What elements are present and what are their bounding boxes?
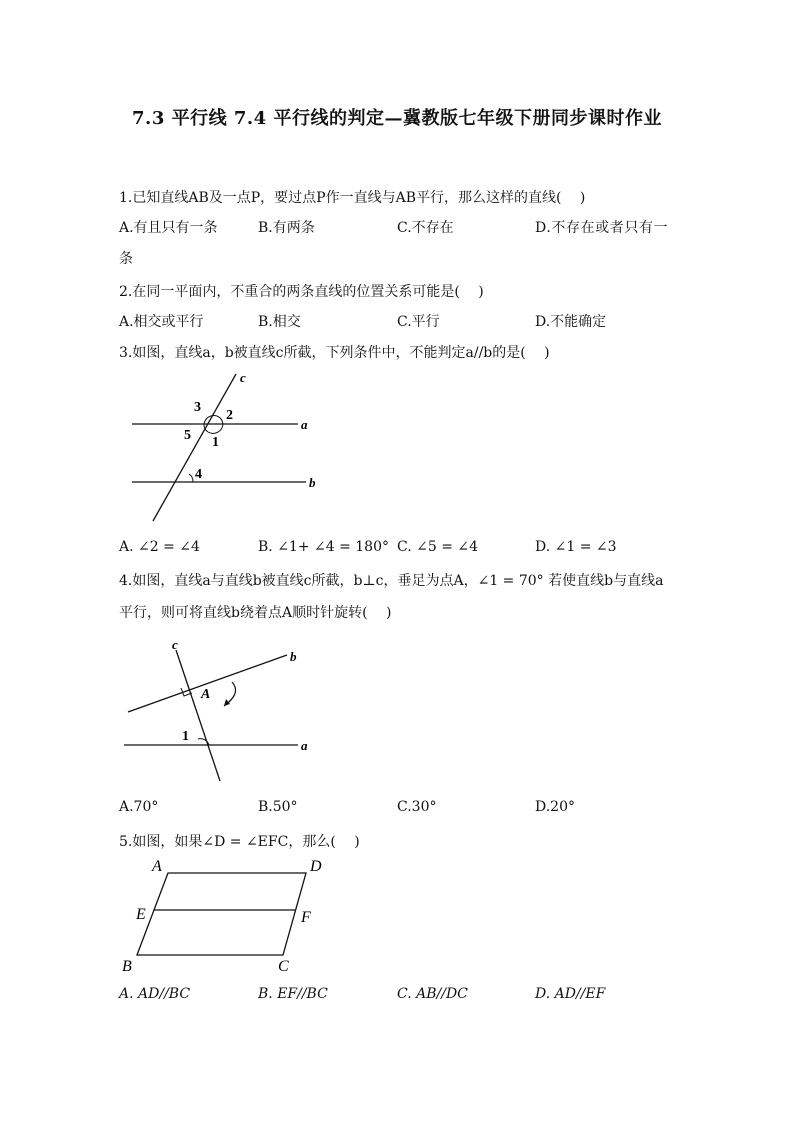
q4-figure (120, 636, 330, 786)
q5-parallelogram (137, 873, 306, 955)
question-4-stem-line-2: 平行，则可将直线b绕着点A顺时针旋转( ) (119, 605, 392, 621)
question-3-stem: 3.如图，直线a，b被直线c所截，下列条件中，不能判定a//b的是( ) (119, 345, 550, 361)
q3-line-c (153, 374, 236, 521)
q4-label-b: b (290, 649, 297, 664)
q4-option-c: C.30° (397, 799, 437, 815)
q5-option-b: B. EF//BC (258, 986, 328, 1002)
q5-label-e: E (136, 906, 146, 923)
q3-angle-1-arc (208, 424, 223, 433)
q1-option-a: A.有且只有一条 (119, 220, 218, 236)
q3-label-3: 3 (194, 400, 201, 415)
q1-option-b: B.有两条 (258, 220, 315, 236)
question-4-stem-line-1: 4.如图，直线a与直线b被直线c所截，b⊥c，垂足为点A，∠1 = 70° 若使直线b与直线a (119, 573, 664, 589)
q5-option-c: C. AB//DC (397, 986, 468, 1002)
q2-option-a: A.相交或平行 (119, 314, 204, 330)
q5-label-c: C (278, 958, 289, 975)
q2-option-b: B.相交 (258, 314, 301, 330)
q1-option-c: C.不存在 (397, 220, 454, 236)
q3-label-4: 4 (195, 467, 202, 482)
q5-label-f: F (301, 909, 311, 926)
question-5-stem: 5.如图，如果∠D = ∠EFC，那么( ) (119, 834, 360, 850)
q2-option-d: D.不能确定 (535, 314, 607, 330)
q3-option-d: D. ∠1 = ∠3 (535, 539, 617, 555)
q2-option-c: C.平行 (397, 314, 440, 330)
q3-label-b: b (309, 475, 316, 490)
q3-label-c: c (240, 370, 246, 385)
q3-label-1: 1 (212, 435, 219, 450)
q4-label-c: c (172, 637, 178, 652)
q3-option-b: B. ∠1+ ∠4 = 180° (258, 539, 389, 555)
q4-label-point-a: A (201, 687, 211, 702)
q5-label-b: B (122, 958, 132, 975)
q3-label-a: a (301, 417, 308, 432)
q1-option-d-continued: 条 (119, 251, 133, 267)
q5-label-a: A (152, 858, 162, 875)
q3-angle-4-arc (189, 474, 193, 482)
q5-option-a: A. AD//BC (119, 986, 191, 1002)
q4-label-1: 1 (182, 729, 189, 744)
page-title: 7.3 平行线 7.4 平行线的判定—冀教版七年级下册同步课时作业 (132, 108, 662, 129)
q3-angle-2-arc (217, 416, 223, 424)
q5-label-d: D (310, 858, 322, 875)
q4-line-c (176, 650, 220, 781)
q4-label-a: a (301, 738, 308, 753)
question-1-stem: 1.已知直线AB及一点P，要过点P作一直线与AB平行，那么这样的直线( ) (119, 190, 586, 206)
q4-option-d: D.20° (535, 799, 575, 815)
q5-option-d: D. AD//EF (535, 986, 606, 1002)
q3-label-5: 5 (184, 428, 191, 443)
q3-option-c: C. ∠5 = ∠4 (397, 539, 479, 555)
q3-figure (120, 366, 330, 526)
q3-label-2: 2 (226, 408, 233, 423)
q4-option-b: B.50° (258, 799, 298, 815)
q5-figure (118, 853, 348, 978)
q4-option-a: A.70° (119, 799, 159, 815)
question-2-stem: 2.在同一平面内，不重合的两条直线的位置关系可能是( ) (119, 284, 484, 300)
q4-line-b (128, 655, 287, 712)
q1-option-d: D.不存在或者只有一 (535, 220, 669, 236)
q3-option-a: A. ∠2 = ∠4 (119, 539, 200, 555)
